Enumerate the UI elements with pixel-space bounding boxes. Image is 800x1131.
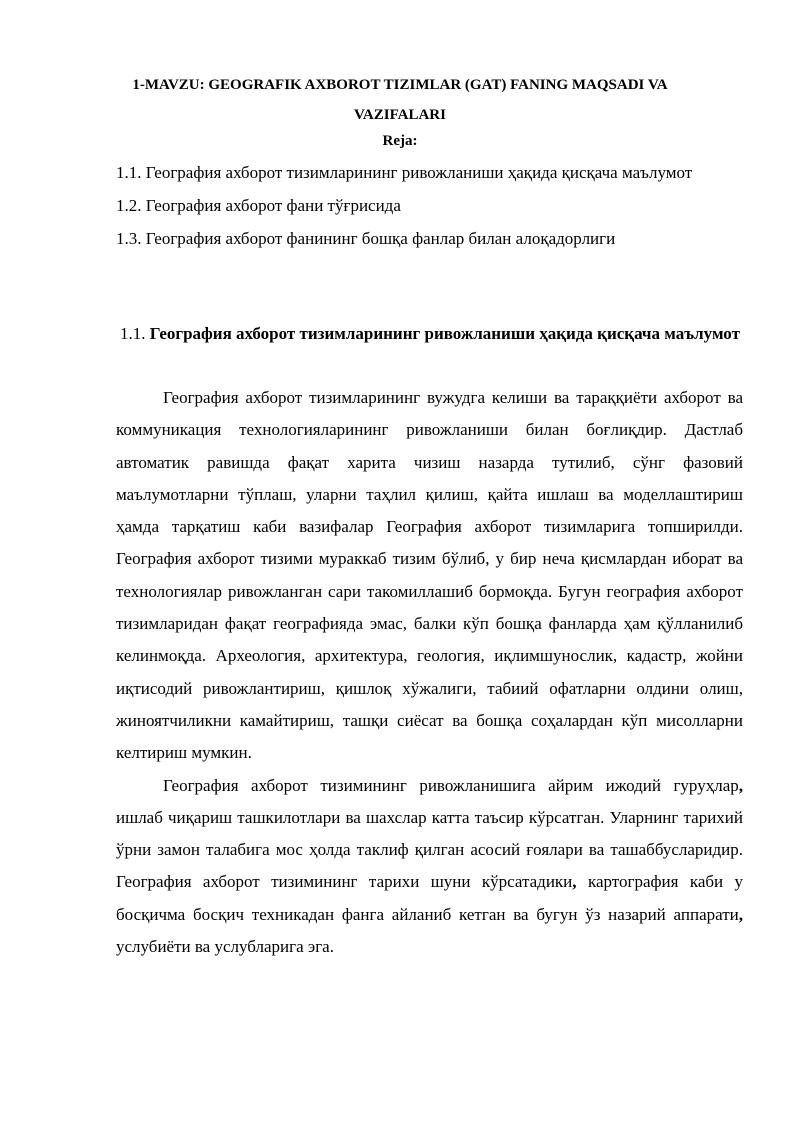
paragraph-2: [116, 770, 743, 964]
paragraph-2-part-4: услубиёти ва услубларига эга.: [116, 937, 334, 957]
paragraph-2-comma-3: ,: [738, 904, 743, 924]
section-title: География ахборот тизимларининг ривожланиши ҳақида қисқача маълумот: [149, 324, 740, 343]
toc-item-1-1: 1.1. География ахборот тизимларининг ривожланиши ҳақида қисқача маълумот: [116, 163, 693, 182]
paragraph-2-comma-1: ,: [738, 775, 743, 795]
table-of-contents: [116, 156, 743, 255]
section-number: 1.1.: [120, 324, 146, 343]
paragraph-2-part-2: ишлаб чиқариш ташкилотлари ва шахслар катта таъсир кўрсатган. Уларнинг тарихий ўрни замон талабига мос ҳолда таклиф қилган асосий ғоялари ва ташаббусларидир. География ахборот тизимининг тарихи шуни кўрсатадики: [116, 807, 743, 892]
paragraph-2-comma-2: ,: [572, 872, 577, 892]
toc-item-1-2: 1.2. География ахборот фани тўғрисида: [116, 196, 401, 215]
paragraph-1: География ахборот тизимларининг вужудга келиши ва тараққиёти ахборот ва коммуникация технологияларининг ривожланиши билан боғлиқдир. Дастлаб автоматик равишда фақат харита чизиш назарда тутилиб, сўнг фазовий маълумотларни тўплаш, уларни таҳлил қилиш, қайта ишлаш ва моделлаштириш ҳамда тарқатиш каби вазифалар География ахборот тизимларига топширилди. География ахборот тизими мураккаб тизим бўлиб, у бир неча қисмлардан иборат ва технологиялар ривожланган сари такомиллашиб бормоқда. Бугун география ахборот тизимларидан фақат географияда эмас, балки кўп бошқа фанларда ҳам қўлланилиб келинмоқда. Археология, архитектура, геология, иқлимшунослик, кадастр, жойни иқтисодий ривожлантириш, қишлоқ хўжалиги, табиий офатларни олдини олиш, жиноятчиликни камайтириш, ташқи сиёсат ва бошқа соҳалардан кўп мисолларни келтириш мумкин.: [116, 388, 743, 763]
toc-item-1-3: 1.3. География ахборот фанининг бошқа фанлар билан алоқадорлиги: [116, 229, 616, 248]
paragraph-2-part-3: картография каби у босқичма босқич техникадан фанга айланиб кетган ва бугун ўз назарий аппарати: [116, 872, 744, 924]
paragraph-2-part-1: География ахборот тизимининг ривожланишига айрим ижодий гуруҳлар: [163, 775, 739, 795]
plan-label: Reja:: [382, 133, 418, 149]
body-text: [116, 382, 743, 963]
document-title: 1-MAVZU: GEOGRAFIK AXBOROT TIZIMLAR (GAT) FANING MAQSADI VA VAZIFALARI: [132, 77, 668, 123]
section-heading: [100, 318, 760, 350]
